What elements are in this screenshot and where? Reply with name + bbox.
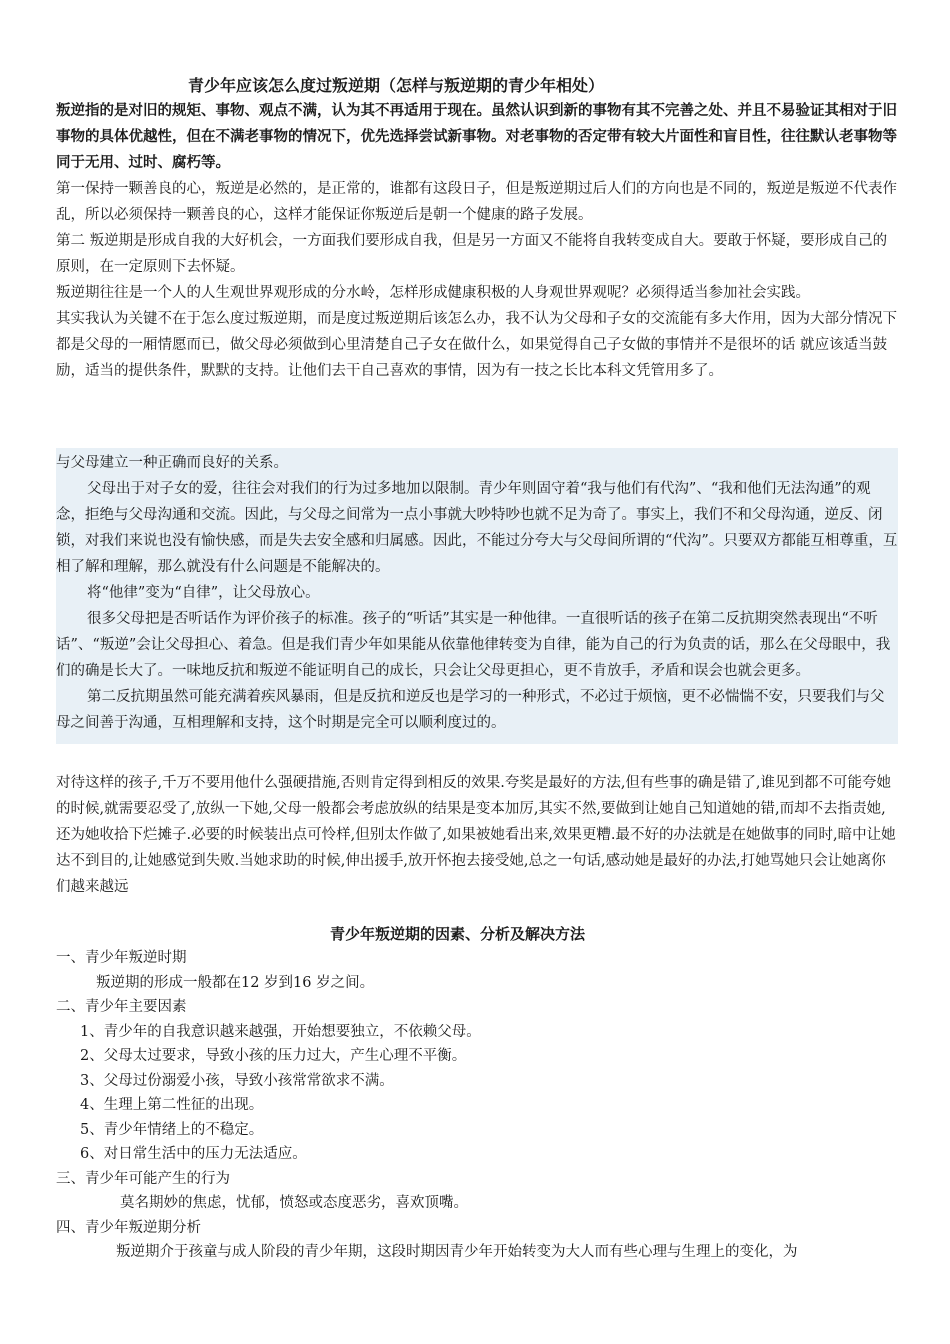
quote-box bbox=[56, 448, 898, 744]
outline-section bbox=[56, 946, 898, 1265]
factor-item: 2、父母太过要求，导致小孩的压力过大，产生心理不平衡。 bbox=[80, 1048, 467, 1064]
factor-item: 6、对日常生活中的压力无法适应。 bbox=[80, 1146, 307, 1162]
intro-section bbox=[56, 176, 898, 384]
factor-item: 4、生理上第二性征的出现。 bbox=[80, 1097, 264, 1113]
outline-text-1: 叛逆期的形成一般都在12 岁到16 岁之间。 bbox=[96, 974, 375, 991]
advice-paragraph: 对待这样的孩子,千万不要用他什么强硬措施,否则肯定得到相反的效果.夸奖是最好的方法,但有些事的确是错了,谁见到都不可能夸她的时候,就需要忍受了,放纵一下她,父母一般都会考虑放纵的结果是变本加厉,其实不然,要做到让她自己知道她的错,而却不去指责她,还为她收拾下烂摊子.必要的时候装出点可怜样,但别太作做了,如果被她看出来,效果更糟.最不好的办法就是在她做事的同时,暗中让她达不到目的,让她感觉到失败.当她求助的时候,伸出援手,放开怀抱去接受她,总之一句话,感动她是最好的办法,打她骂她只会让她离你们越来越远 bbox=[56, 775, 896, 895]
quote-paragraph-4: 第二反抗期虽然可能充满着疾风暴雨，但是反抗和逆反也是学习的一种形式，不必过于烦恼，更不必惴惴不安，只要我们与父母之间善于沟通，互相理解和支持，这个时期是完全可以顺利度过的。 bbox=[56, 689, 885, 731]
outline-text-4: 叛逆期介于孩童与成人阶段的青少年期，这段时期因青少年开始转变为大人而有些心理与生理上的变化，为 bbox=[116, 1244, 798, 1260]
outline-heading-1: 一、青少年叛逆时期 bbox=[56, 950, 187, 966]
section-title: 青少年叛逆期的因素、分析及解决方法 bbox=[330, 925, 586, 943]
definition-paragraph: 叛逆指的是对旧的规矩、事物、观点不满，认为其不再适用于现在。虽然认识到新的事物有其不完善之处、并且不易验证其相对于旧事物的具体优越性，但在不满老事物的情况下，优先选择尝试新事物。对老事物的否定带有较大片面性和盲目性，往往默认老事物等同于无用、过时、腐朽等。 bbox=[56, 103, 897, 171]
quote-paragraph-3: 很多父母把是否听话作为评价孩子的标准。孩子的“听话”其实是一种他律。一直很听话的孩子在第二反抗期突然表现出“不听话”、“叛逆”会让父母担心、着急。但是我们青少年如果能从依靠他律转变为自律，能为自己的行为负责的话，那么在父母眼中，我们的确是长大了。一味地反抗和叛逆不能证明自己的成长，只会让父母更担心，更不肯放手，矛盾和误会也就会更多。 bbox=[56, 611, 891, 679]
outline-heading-3: 三、青少年可能产生的行为 bbox=[56, 1170, 230, 1187]
paragraph-third: 叛逆期往往是一个人的人生观世界观形成的分水岭，怎样形成健康积极的人身观世界观呢？必须得适当参加社会实践。 bbox=[56, 285, 810, 301]
outline-text-3: 莫名期妙的焦虑，忧郁，愤怒或态度恶劣，喜欢顶嘴。 bbox=[120, 1195, 468, 1211]
factor-item: 1、青少年的自我意识越来越强，开始想要独立，不依赖父母。 bbox=[80, 1023, 481, 1040]
quote-heading: 与父母建立一种正确而良好的关系。 bbox=[56, 455, 288, 471]
page-title: 青少年应该怎么度过叛逆期（怎样与叛逆期的青少年相处） bbox=[188, 76, 605, 95]
factor-item: 3、父母过份溺爱小孩，导致小孩常常欲求不满。 bbox=[80, 1072, 394, 1089]
outline-heading-2: 二、青少年主要因素 bbox=[56, 999, 187, 1015]
paragraph-first: 第一保持一颗善良的心，叛逆是必然的，是正常的，谁都有这段日子，但是叛逆期过后人们的方向也是不同的，叛逆是叛逆不代表作乱，所以必须保持一颗善良的心，这样才能保证你叛逆后是朝一个健康的路子发展。 bbox=[56, 181, 897, 223]
quote-paragraph-2: 将“他律”变为“自律”，让父母放心。 bbox=[87, 585, 320, 601]
paragraph-second: 第二 叛逆期是形成自我的大好机会，一方面我们要形成自我，但是另一方面又不能将自我转变成自大。要敢于怀疑，要形成自己的原则，在一定原则下去怀疑。 bbox=[56, 233, 888, 275]
factor-item: 5、青少年情绪上的不稳定。 bbox=[80, 1121, 264, 1138]
paragraph-fourth: 其实我认为关键不在于怎么度过叛逆期，而是度过叛逆期后该怎么办，我不认为父母和子女的交流能有多大作用，因为大部分情况下都是父母的一厢情愿而已，做父母必须做到心里清楚自己子女在做什么，如果觉得自己子女做的事情并不是很坏的话 就应该适当鼓励，适当的提供条件，默默的支持。让他们去干自己喜欢的事情，因为有一技之长比本科文凭管用多了。 bbox=[56, 311, 897, 379]
outline-heading-4: 四、青少年叛逆期分析 bbox=[56, 1219, 201, 1236]
quote-paragraph-1: 父母出于对子女的爱，往往会对我们的行为过多地加以限制。青少年则固守着“我与他们有代沟”、“我和他们无法沟通”的观念，拒绝与父母沟通和交流。因此，与父母之间常为一点小事就大吵特吵也就不足为奇了。事实上，我们不和父母沟通，逆反、闭锁，对我们来说也没有愉快感，而是失去安全感和归属感。因此，不能过分夸大与父母间所谓的“代沟”。只要双方都能互相尊重，互相了解和理解，那么就没有什么问题是不能解决的。 bbox=[56, 481, 898, 575]
